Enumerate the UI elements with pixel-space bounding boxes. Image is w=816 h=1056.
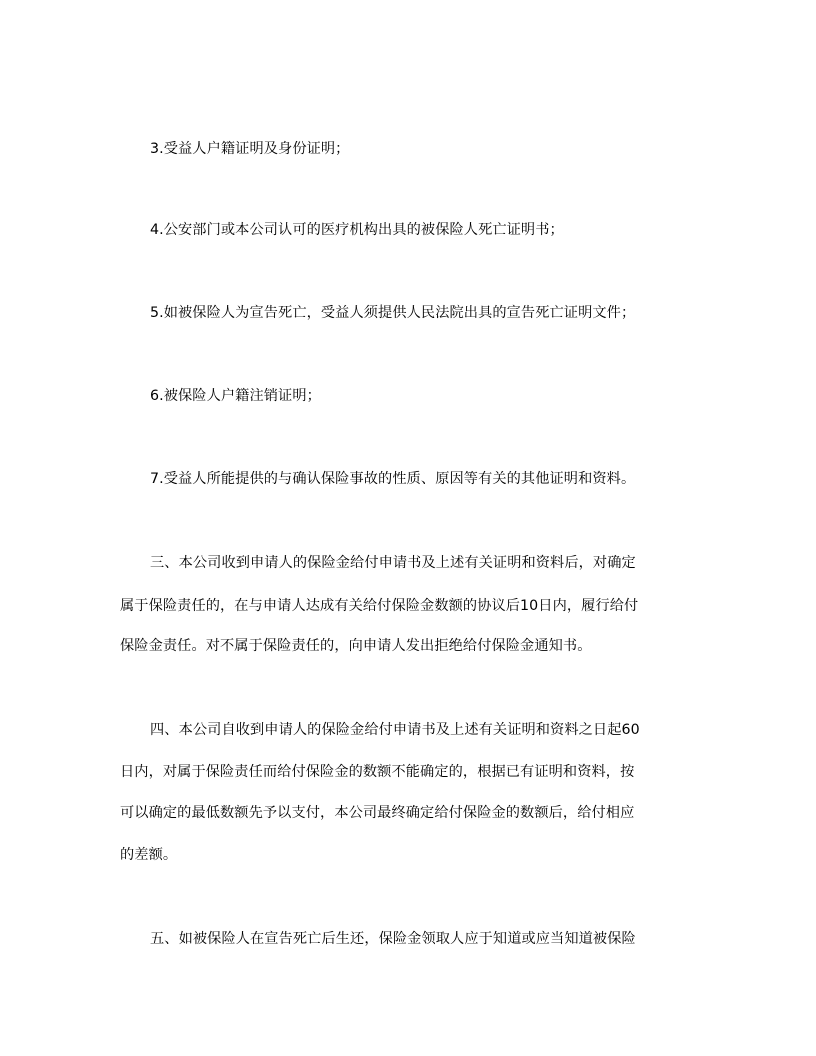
list-item-5: 5.如被保险人为宣告死亡，受益人须提供人民法院出具的宣告死亡证明文件； — [150, 305, 636, 321]
paragraph-4-line-2: 日内，对属于保险责任而给付保险金的数额不能确定的，根据已有证明和资料，按 — [120, 764, 635, 780]
paragraph-4-line-1: 四、本公司自收到申请人的保险金给付申请书及上述有关证明和资料之日起60 — [150, 722, 640, 738]
paragraph-4-line-3: 可以确定的最低数额先予以支付，本公司最终确定给付保险金的数额后，给付相应 — [120, 805, 635, 821]
paragraph-5-line-1: 五、如被保险人在宣告死亡后生还，保险金领取人应于知道或应当知道被保险 — [150, 931, 636, 947]
paragraph-3-line-2: 属于保险责任的，在与申请人达成有关给付保险金数额的协议后10日内，履行给付 — [120, 598, 639, 614]
list-item-7: 7.受益人所能提供的与确认保险事故的性质、原因等有关的其他证明和资料。 — [150, 471, 636, 487]
paragraph-3-line-1: 三、本公司收到申请人的保险金给付申请书及上述有关证明和资料后，对确定 — [150, 555, 636, 571]
paragraph-3-line-3: 保险金责任。对不属于保险责任的，向申请人发出拒绝给付保险金通知书。 — [120, 638, 592, 654]
paragraph-4-line-4: 的差额。 — [120, 847, 178, 863]
list-item-3: 3.受益人户籍证明及身份证明； — [150, 141, 350, 157]
list-item-4: 4.公安部门或本公司认可的医疗机构出具的被保险人死亡证明书； — [150, 222, 564, 238]
list-item-6: 6.被保险人户籍注销证明； — [150, 388, 321, 404]
